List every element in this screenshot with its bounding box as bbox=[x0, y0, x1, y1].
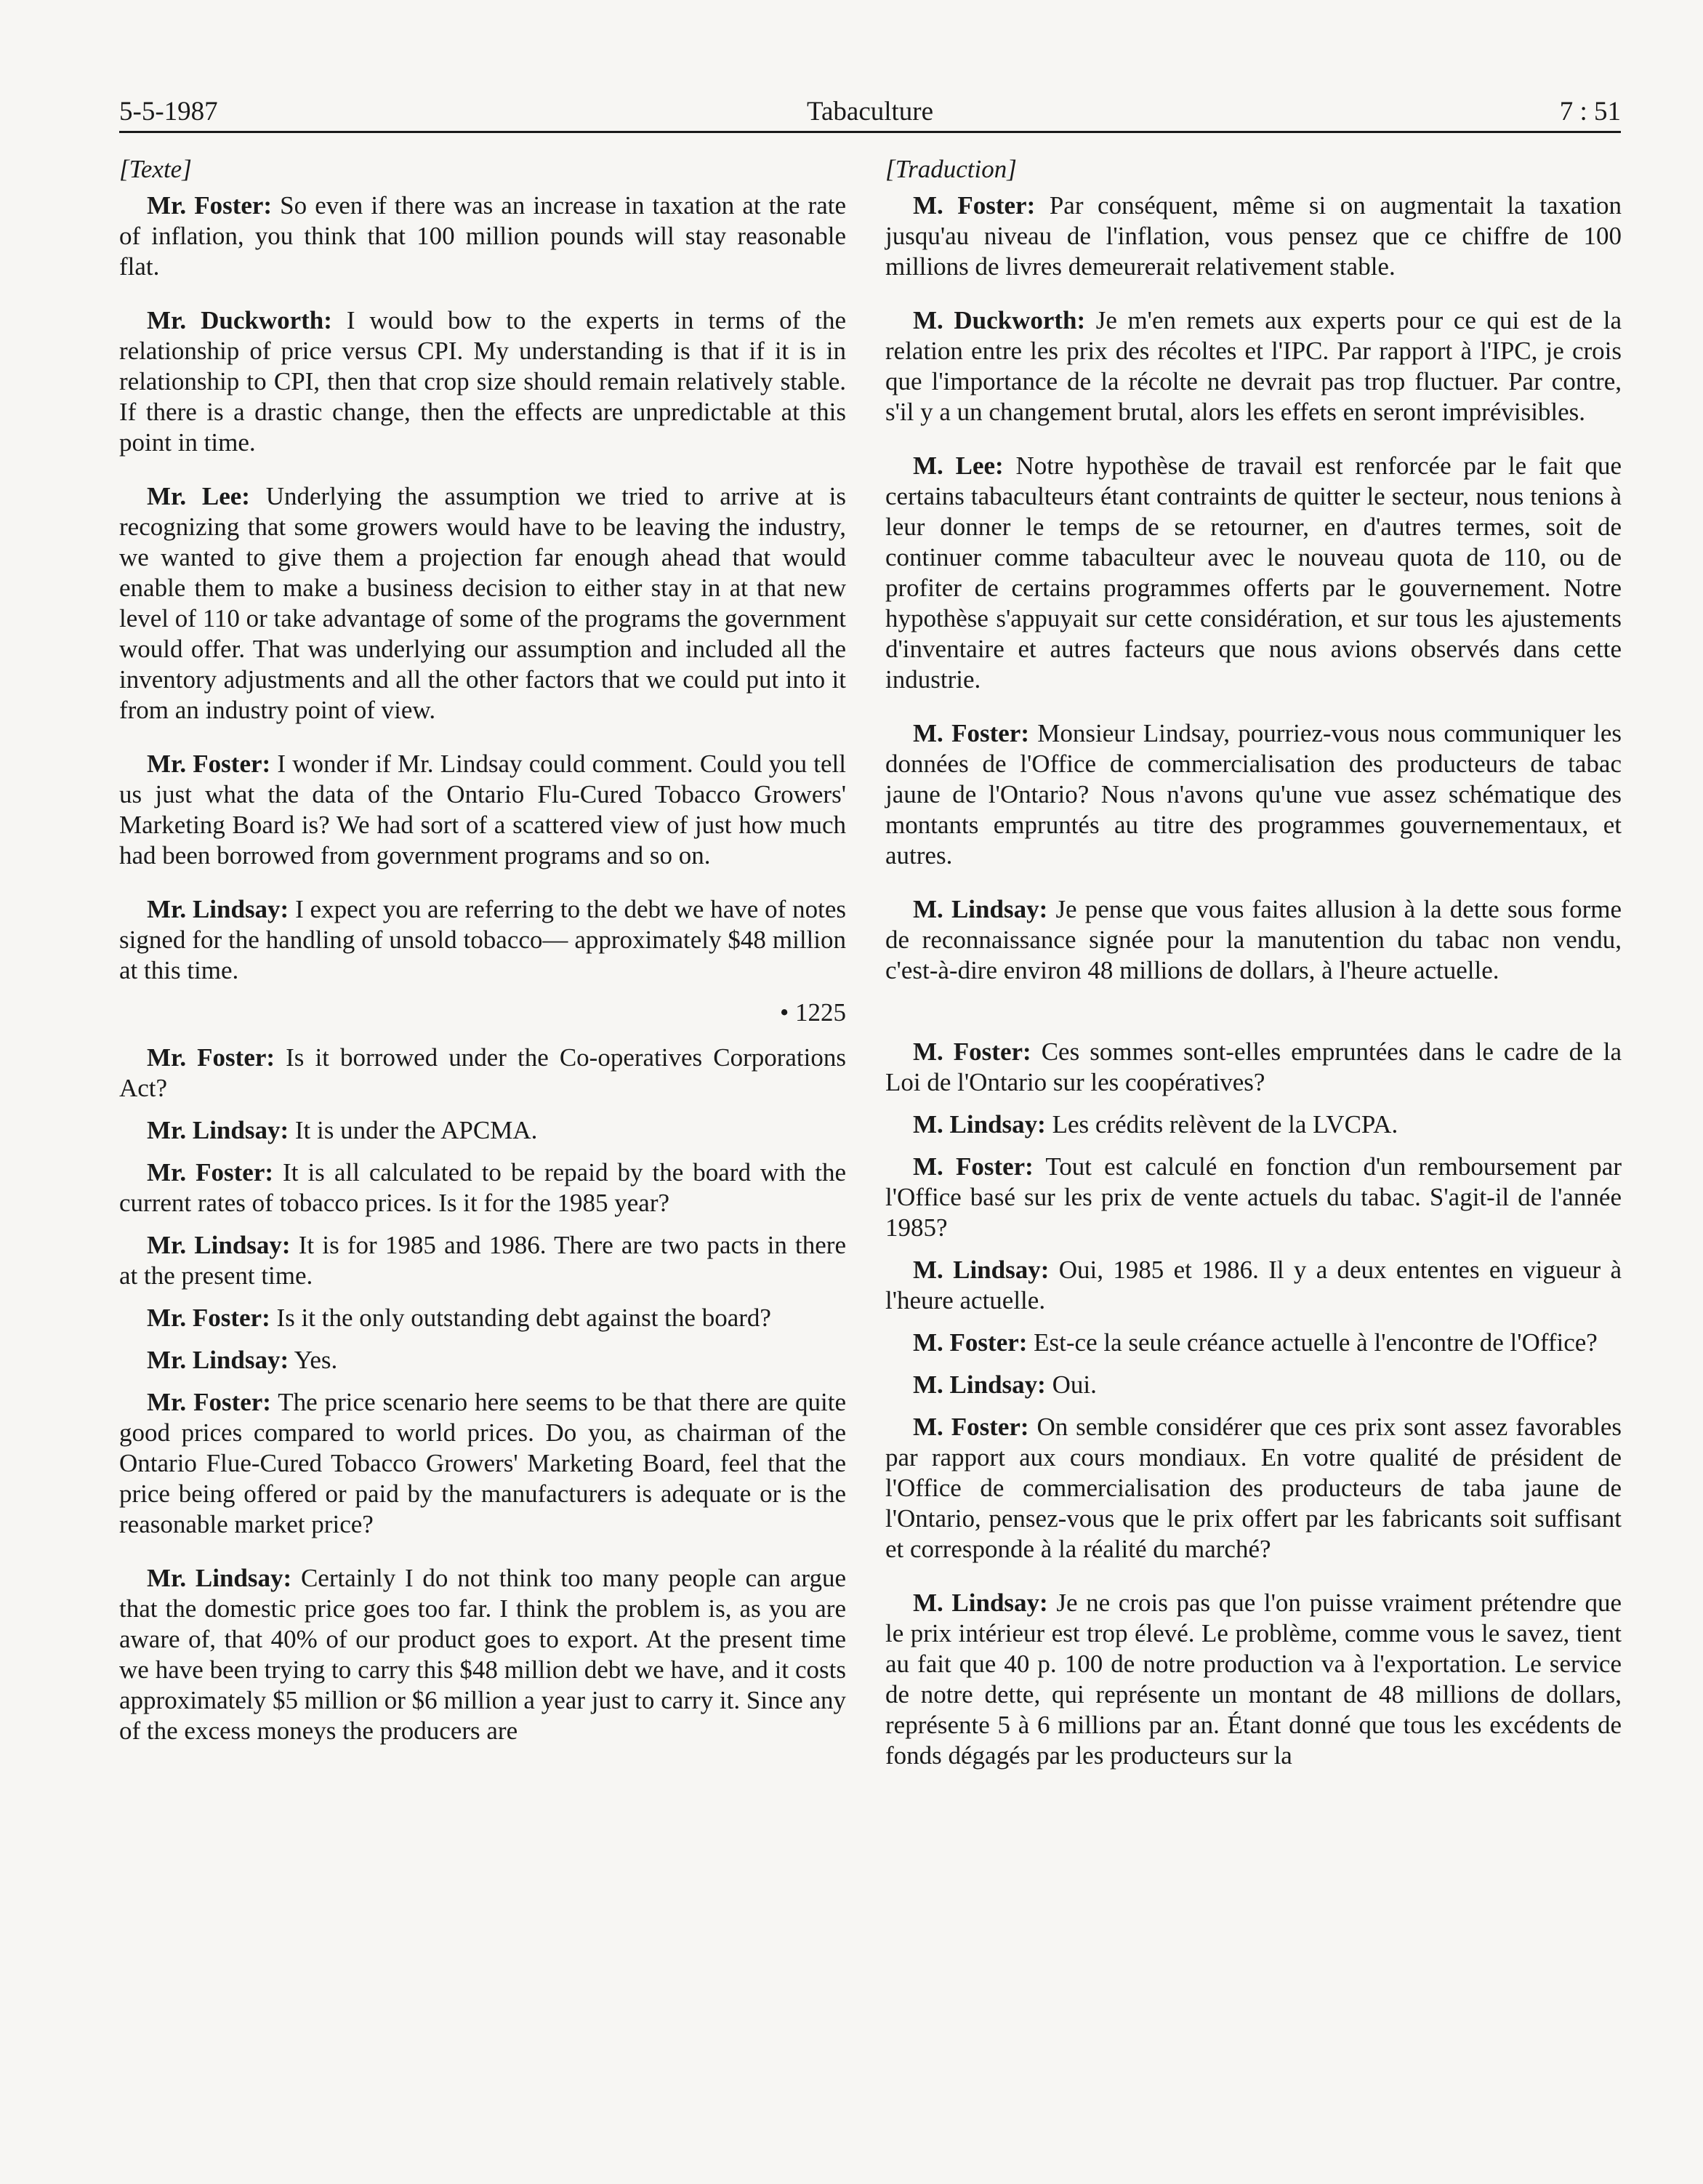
header-page-number: 7 : 51 bbox=[1559, 97, 1621, 127]
speaker-name: Mr. Foster: bbox=[147, 1043, 275, 1072]
speaker-name: Mr. Foster: bbox=[147, 1158, 274, 1187]
speaker-name: Mr. Lindsay: bbox=[147, 895, 289, 923]
paragraph-text: I would bow to the experts in terms of the relationship of price versus CPI. My understanding is that if it is in relationship to CPI, then that crop size should remain relatively stable. If there is a drastic change, then the effects are unpredictable at this point in time. bbox=[119, 306, 847, 457]
transcript-paragraph bbox=[119, 1387, 846, 1540]
transcript-paragraph bbox=[885, 1328, 1622, 1358]
speaker-name: M. Foster: bbox=[913, 191, 1036, 220]
header-title: Tabaculture bbox=[806, 97, 934, 127]
transcript-paragraph bbox=[119, 1230, 846, 1291]
speaker-name: Mr. Foster: bbox=[147, 750, 271, 778]
transcript-paragraph bbox=[885, 1037, 1622, 1098]
paragraph-text: Les crédits relèvent de la LVCPA. bbox=[1052, 1110, 1398, 1139]
paragraph-text: Oui. bbox=[1052, 1370, 1097, 1399]
transcript-paragraph bbox=[885, 1255, 1622, 1316]
transcript-paragraph bbox=[119, 1345, 846, 1376]
paragraph-text: Oui, 1985 et 1986. Il y a deux ententes en vigueur à l'heure actuelle. bbox=[885, 1256, 1622, 1314]
paragraph-text: Is it the only outstanding debt against the board? bbox=[276, 1304, 771, 1332]
transcript-paragraph bbox=[885, 1152, 1622, 1243]
transcript-paragraph bbox=[119, 894, 846, 986]
paragraph-text: Monsieur Lindsay, pourriez-vous nous communiquer les données de l'Office de commercialisation des producteurs de tabac jaune de l'Ontario? Nous n'avons qu'une vue assez schématique des montants empruntés au titre des programmes gouvernementaux, et autres. bbox=[885, 719, 1622, 870]
paragraph-text: The price scenario here seems to be that there are quite good prices compared to world prices. Do you, as chairman of the Ontario Flue-Cured Tobacco Growers' Marketing Board, feel that the price being offered or paid by the manufacturers is adequate or is the reasonable market price? bbox=[119, 1388, 846, 1538]
speaker-name: Mr. Lindsay: bbox=[147, 1116, 289, 1144]
transcript-paragraph bbox=[119, 1115, 846, 1146]
speaker-name: M. Lindsay: bbox=[913, 895, 1048, 923]
speaker-name: Mr. Duckworth: bbox=[147, 306, 332, 334]
speaker-name: M. Lindsay: bbox=[913, 1256, 1050, 1284]
transcript-paragraph bbox=[885, 1412, 1622, 1565]
transcript-paragraph bbox=[119, 481, 846, 726]
speaker-name: M. Foster: bbox=[913, 1037, 1031, 1066]
speaker-name: M. Lindsay: bbox=[913, 1589, 1048, 1617]
transcript-paragraph bbox=[119, 1563, 846, 1746]
speaker-name: M. Lindsay: bbox=[913, 1370, 1046, 1399]
speaker-name: M. Foster: bbox=[913, 1328, 1028, 1357]
speaker-name: Mr. Foster: bbox=[147, 191, 273, 220]
speaker-name: M. Foster: bbox=[913, 719, 1029, 747]
speaker-name: Mr. Foster: bbox=[147, 1388, 271, 1416]
paragraph-text: Par conséquent, même si on augmentait la taxation jusqu'au niveau de l'inflation, vous pensez que ce chiffre de 100 millions de livres demeurerait relativement stable. bbox=[885, 191, 1622, 281]
transcript-paragraph bbox=[119, 1157, 846, 1219]
paragraph-text: It is all calculated to be repaid by the board with the current rates of tobacco prices. Is it for the 1985 year? bbox=[119, 1158, 846, 1217]
speaker-name: Mr. Foster: bbox=[147, 1304, 270, 1332]
transcript-paragraph bbox=[885, 451, 1622, 695]
transcript-paragraph bbox=[119, 1043, 846, 1104]
transcript-paragraph bbox=[885, 1370, 1622, 1400]
paragraph-text: Notre hypothèse de travail est renforcée par le fait que certains tabaculteurs étant contraints de quitter le secteur, nous tenions à leur donner le temps de se retourner, en d'autres termes, soit de continuer comme tabaculteur avec le nouveau quota de 110, ou de profiter de certains programmes offerts par le gouvernement. Notre hypothèse s'appuyait sur cette considération, et sur tous les ajustements d'inventaire et autres facteurs que nous avions observés dans cette industrie. bbox=[885, 451, 1622, 694]
speaker-name: M. Foster: bbox=[913, 1152, 1034, 1181]
paragraph-text: Is it borrowed under the Co-operatives Corporations Act? bbox=[119, 1043, 846, 1102]
column-label: [Traduction] bbox=[885, 155, 1017, 183]
transcript-paragraph bbox=[885, 190, 1622, 282]
transcript-paragraph bbox=[119, 749, 846, 871]
transcript-paragraph bbox=[885, 1109, 1622, 1140]
column-label: [Texte] bbox=[119, 155, 192, 183]
paragraph-text: Est-ce la seule créance actuelle à l'encontre de l'Office? bbox=[1034, 1328, 1598, 1357]
speaker-name: M. Lee: bbox=[913, 451, 1004, 480]
paragraph-text: So even if there was an increase in taxation at the rate of inflation, you think that 100 million pounds will stay reasonable flat. bbox=[119, 191, 846, 281]
speaker-name: Mr. Lee: bbox=[147, 482, 250, 510]
transcript-paragraph bbox=[119, 305, 846, 458]
paragraph-text: On semble considérer que ces prix sont assez favorables par rapport aux cours mondiaux. En votre qualité de président de l'Office de commercialisation des producteurs de taba jaune de l'Ontario, pensez-vous que le prix offert par les fabricants soit suffisant et corresponde à la réalité du marché? bbox=[885, 1413, 1622, 1563]
paragraph-text: It is under the APCMA. bbox=[294, 1116, 538, 1144]
speaker-name: Mr. Lindsay: bbox=[147, 1231, 291, 1259]
transcript-paragraph bbox=[119, 1303, 846, 1333]
transcript-paragraph bbox=[885, 718, 1622, 871]
speaker-name: M. Lindsay: bbox=[913, 1110, 1046, 1139]
speaker-name: M. Duckworth: bbox=[913, 306, 1086, 334]
transcript-paragraph bbox=[885, 1588, 1622, 1771]
paragraph-text: Underlying the assumption we tried to arrive at is recognizing that some growers would have to be leaving the industry, we wanted to give them a projection far enough ahead that would enable them to make a business decision to either stay in at that new level of 110 or take advantage of some of the programs the government would offer. That was underlying our assumption and included all the inventory adjustments and all the other factors that we could put into it from an industry point of view. bbox=[119, 482, 846, 724]
transcript-paragraph bbox=[885, 894, 1622, 986]
paragraph-text: Je ne crois pas que l'on puisse vraiment prétendre que le prix intérieur est trop élevé. Le problème, comme vous le savez, tient au fait que 40 p. 100 de notre production va à l'exportation. Le service de notre dette, qui représente un montant de 48 millions de dollars, représente 5 à 6 millions par an. Étant donné que tous les excédents de fonds dégagés par les producteurs sur la bbox=[885, 1589, 1622, 1770]
transcript-paragraph bbox=[885, 305, 1622, 427]
english-column bbox=[119, 154, 846, 1770]
paragraph-text: It is for 1985 and 1986. There are two pacts in there at the present time. bbox=[119, 1231, 846, 1290]
speaker-name: Mr. Lindsay: bbox=[147, 1564, 292, 1592]
transcript-paragraph bbox=[119, 190, 846, 282]
paragraph-text: Je m'en remets aux experts pour ce qui est de la relation entre les prix des récoltes et l'IPC. Par rapport à l'IPC, je crois que l'importance de la récolte ne devrait pas trop fluctuer. Par contre, s'il y a un changement brutal, alors les effets en seront imprévisibles. bbox=[885, 306, 1622, 426]
time-marker: • 1225 bbox=[779, 998, 846, 1027]
header-date: 5-5-1987 bbox=[119, 97, 218, 127]
paragraph-text: Ces sommes sont-elles empruntées dans le cadre de la Loi de l'Ontario sur les coopératives? bbox=[885, 1037, 1622, 1096]
french-column bbox=[885, 154, 1622, 1794]
paragraph-text: I wonder if Mr. Lindsay could comment. Could you tell us just what the data of the Ontario Flu-Cured Tobacco Growers' Marketing Board is? We had sort of a scattered view of just how much had been borrowed from government programs and so on. bbox=[119, 750, 846, 870]
paragraph-text: Certainly I do not think too many people can argue that the domestic price goes too far. I think the problem is, as you are aware of, that 40% of our product goes to export. At the present time we have been trying to carry this $48 million debt we have, and it costs approximately $5 million or $6 million a year just to carry it. Since any of the excess moneys the producers are bbox=[119, 1564, 846, 1745]
paragraph-text: Tout est calculé en fonction d'un remboursement par l'Office basé sur les prix de vente actuels du tabac. S'agit-il de l'année 1985? bbox=[885, 1152, 1622, 1242]
speaker-name: Mr. Lindsay: bbox=[147, 1346, 289, 1374]
paragraph-text: I expect you are referring to the debt we have of notes signed for the handling of unsold tobacco— approximately $48 million at this time. bbox=[119, 895, 847, 984]
speaker-name: M. Foster: bbox=[913, 1413, 1029, 1441]
page-header bbox=[119, 93, 1621, 133]
paragraph-text: Je pense que vous faites allusion à la dette sous forme de reconnaissance signée pour la manutention du tabac non vendu, c'est-à-dire environ 48 millions de dollars, à l'heure actuelle. bbox=[885, 895, 1622, 984]
paragraph-text: Yes. bbox=[294, 1346, 338, 1374]
